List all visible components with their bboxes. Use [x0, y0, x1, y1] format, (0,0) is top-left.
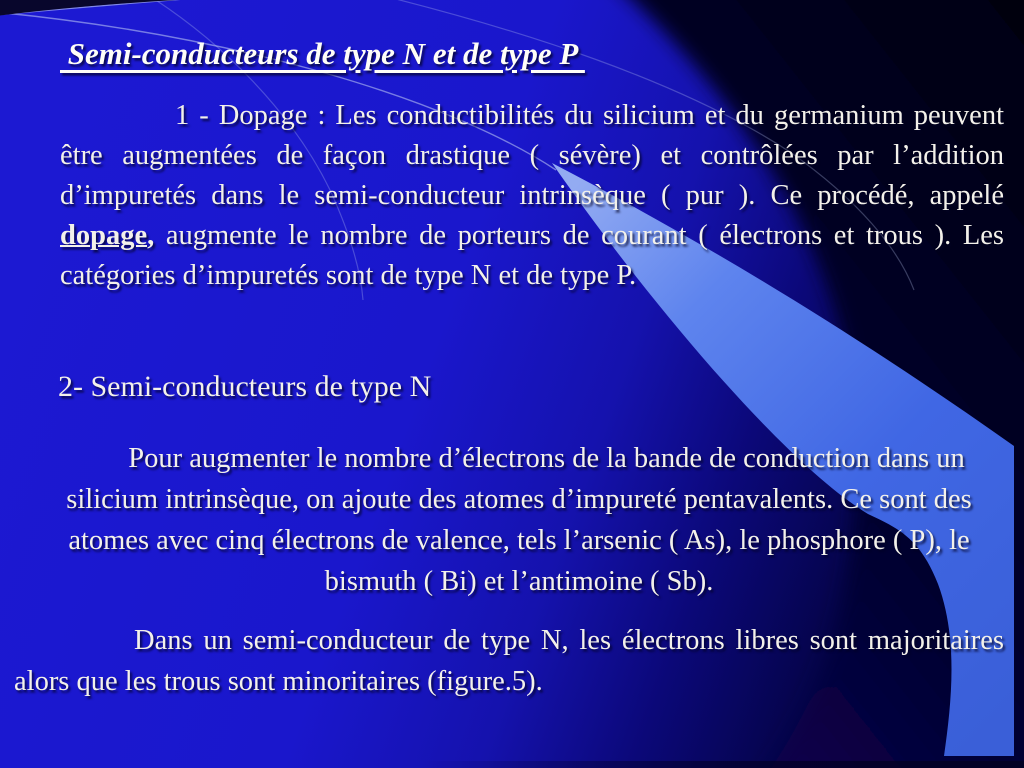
bottom-edge-shadow: [420, 761, 1024, 768]
paragraph-dopage: [60, 96, 1004, 296]
paragraph-majoritaires: Dans un semi-conducteur de type N, les électrons libres sont majoritaires alors que les trous sont minoritaires (figure.5).: [14, 625, 1004, 697]
slide-title: Semi-conducteurs de type N et de type P: [60, 36, 585, 71]
dopage-keyword: dopage,: [60, 220, 155, 251]
paragraph-dopage-prefix: 1 - Dopage : Les conductibilités du silicium et du germanium peuvent être augmentées de façon drastique ( sévère) et contrôlées par l’addition d’impuretés dans le semi-conducteur intrinsèque ( pur ). Ce procédé, appelé: [60, 100, 1004, 211]
paragraph-pentavalents: Pour augmenter le nombre d’électrons de la bande de conduction dans un silicium intrinsèque, on ajoute des atomes d’impureté pentavalents. Ce sont des atomes avec cinq électrons de valence, tels l’arsenic ( As), le phosphore ( P), le bismuth ( Bi) et l’antimoine ( Sb).: [66, 443, 972, 597]
section-heading-type-n: 2- Semi-conducteurs de type N: [58, 370, 432, 403]
paragraph-dopage-suffix: augmente le nombre de porteurs de courant ( électrons et trous ). Les catégories d’impuretés sont de type N et de type P.: [60, 220, 1004, 291]
